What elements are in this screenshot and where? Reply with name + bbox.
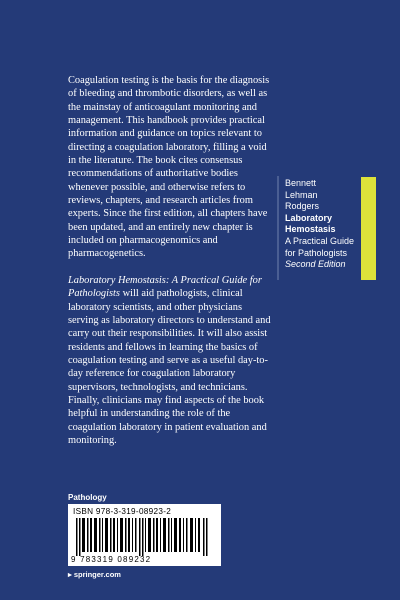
- book-info: [285, 178, 385, 271]
- author-name: Rodgers: [285, 201, 320, 212]
- description-paragraph-2: [68, 274, 274, 447]
- description-paragraph-1: Coagulation testing is the basis for the diagnosis of bleeding and thrombotic disorders, as well as the mainstay of anticoagulant monitoring and management. This handbook provides practical information and guidance on topics relevant to directing a coagulation laboratory, filling a void in the literature. The book cites consensus recommendations of authoritative bodies whenever possible, and otherwise refers to reviews, chapters, and research articles from experts. Since the first edition, all chapters have been updated, and an entirely new chapter is included on pharmacogenomics and pharmacogenetics.: [68, 75, 270, 260]
- barcode-digits: 9 783319 089232: [71, 555, 152, 564]
- book-title-italic: Laboratory Hemostasis: A Practical Guide for Pathologists: [68, 274, 262, 300]
- book-title-line: Hemostasis: [285, 224, 336, 235]
- isbn-text: ISBN 978-3-319-08923-2: [73, 507, 172, 516]
- book-subtitle-line: for Pathologists: [285, 247, 348, 258]
- edition-label: Second Edition: [285, 259, 346, 270]
- publisher-website: ▸ springer.com: [68, 570, 121, 579]
- description-paragraph-2-text: will aid pathologists, clinical laboratory scientists, and other physicians serving as laboratory directors to understand and carry out their responsibilities. It will also assist residents and fellows in learning the basics of coagulation testing and serve as a useful day-to-day reference for coagulation laboratory supervisors, technologists, and technicians. Finally, clinicians may find aspects of the book helpful in understanding the role of the coagulation laboratory in patient evaluation and monitoring.: [68, 288, 271, 446]
- book-subtitle-line: A Practical Guide: [285, 235, 355, 246]
- barcode: [68, 504, 221, 566]
- divider-line: [277, 176, 279, 280]
- author-name: Lehman: [285, 189, 318, 200]
- book-title-line: Laboratory: [285, 212, 333, 223]
- author-name: Bennett: [285, 178, 317, 188]
- description-text: [68, 74, 274, 460]
- subject-label: Pathology: [68, 493, 107, 502]
- barcode-bars: [76, 518, 212, 556]
